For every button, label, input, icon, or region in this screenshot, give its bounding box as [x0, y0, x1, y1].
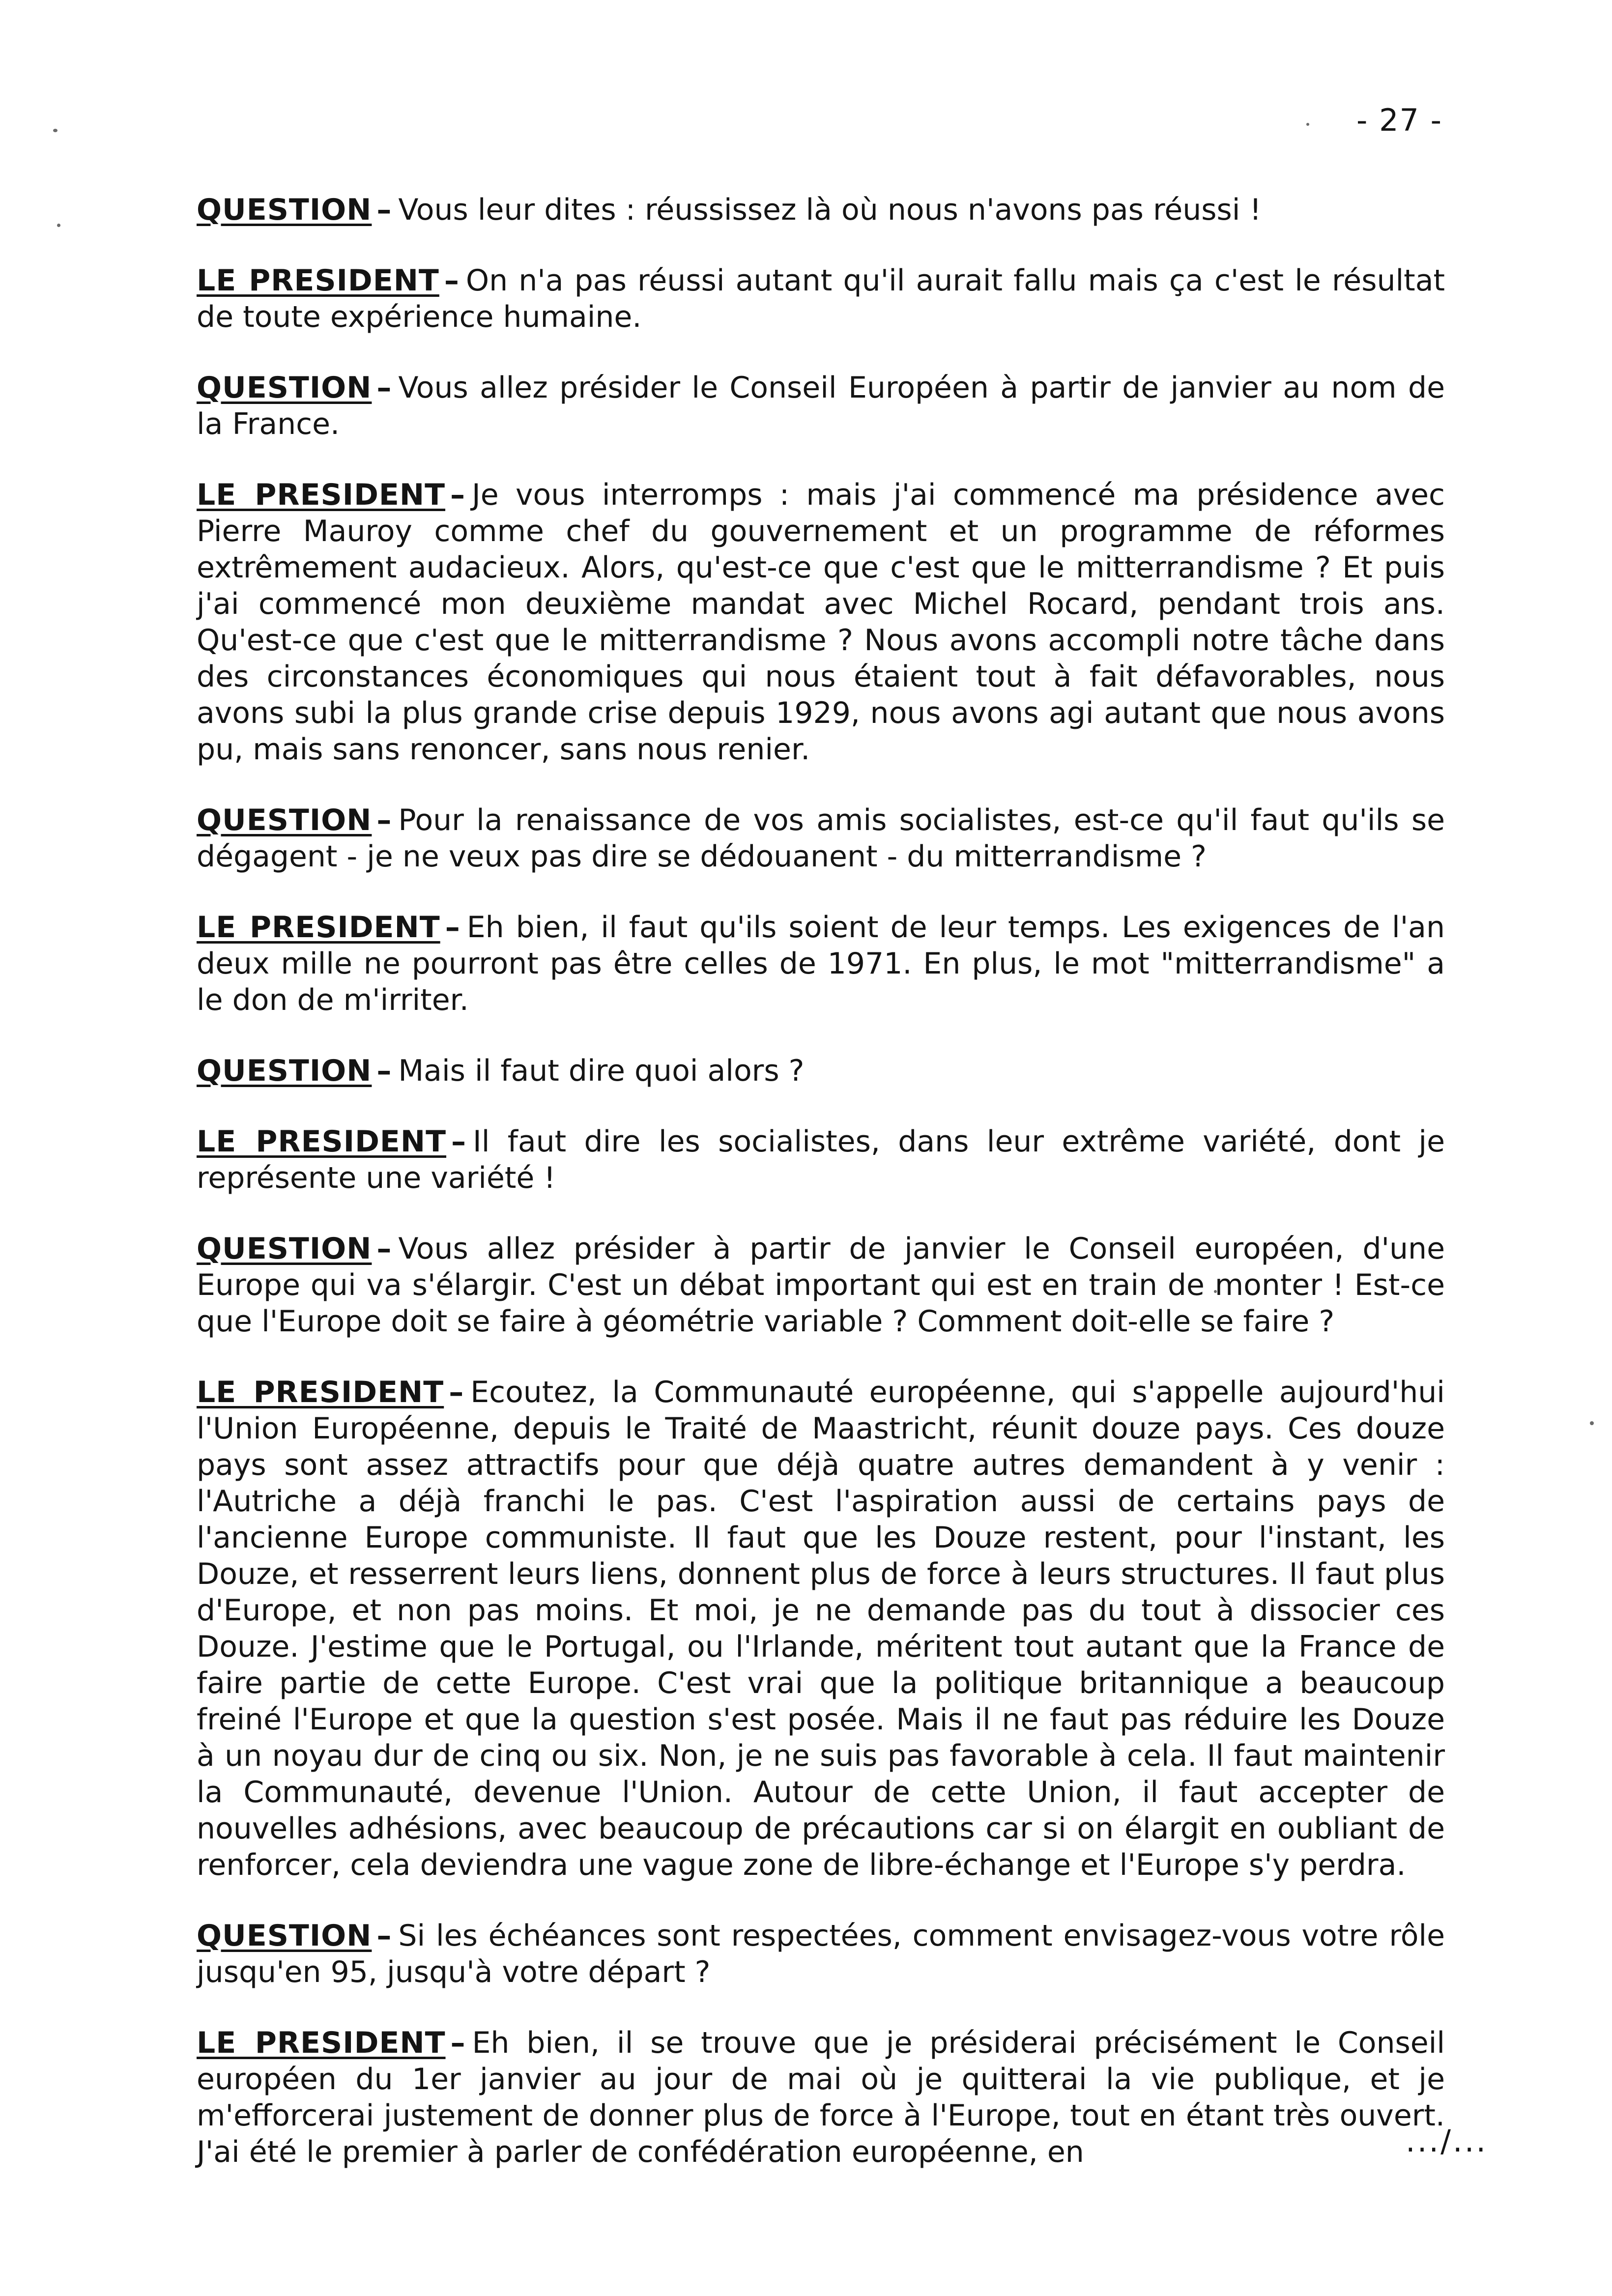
speaker-dash: –	[376, 371, 392, 405]
speaker-dash: –	[450, 2026, 465, 2060]
exchange-text: On n'a pas réussi autant qu'il aurait fallu mais ça c'est le résultat de toute expérience humaine.	[197, 263, 1445, 334]
scan-speck	[53, 129, 58, 132]
speaker-dash: –	[376, 1919, 392, 1953]
exchange-question	[197, 802, 1445, 875]
exchange-question	[197, 370, 1445, 442]
speaker-dash: –	[376, 193, 392, 227]
continuation-marker: .../...	[1406, 2123, 1488, 2159]
exchange-text: Eh bien, il faut qu'ils soient de leur temps. Les exigences de l'an deux mille ne pourront pas être celles de 1971. En plus, le mot "mitterrandisme" a le don de m'irriter.	[197, 910, 1445, 1017]
exchange-text: Il faut dire les socialistes, dans leur extrême variété, dont je représente une variété !	[197, 1124, 1445, 1195]
speaker-label: LE PRESIDENT	[197, 2026, 446, 2060]
exchange-question	[197, 1231, 1445, 1340]
speaker-dash: –	[376, 803, 392, 837]
speaker-label: QUESTION	[197, 803, 372, 837]
exchange-president	[197, 1374, 1445, 1883]
speaker-dash: –	[451, 1124, 466, 1159]
interview-transcript	[197, 192, 1445, 2205]
speaker-dash: –	[450, 478, 465, 512]
exchange-question	[197, 192, 1445, 228]
exchange-president	[197, 909, 1445, 1018]
speaker-label: QUESTION	[197, 1919, 372, 1953]
exchange-text: Mais il faut dire quoi alors ?	[398, 1054, 805, 1088]
exchange-president	[197, 2025, 1445, 2170]
speaker-label: LE PRESIDENT	[197, 1375, 444, 1409]
scan-speck	[1590, 1421, 1594, 1425]
exchange-text: Vous leur dites : réussissez là où nous n'avons pas réussi !	[398, 193, 1262, 227]
speaker-label: QUESTION	[197, 371, 372, 405]
speaker-label: LE PRESIDENT	[197, 478, 446, 512]
speaker-dash: –	[376, 1054, 392, 1088]
speaker-label: QUESTION	[197, 193, 372, 227]
scan-speck	[1306, 123, 1309, 126]
exchange-text: Vous allez présider le Conseil Européen à partir de janvier au nom de la France.	[197, 371, 1445, 441]
exchange-text: Si les échéances sont respectées, comment envisagez-vous votre rôle jusqu'en 95, jusqu'à votre départ ?	[197, 1919, 1445, 1989]
exchange-text: Eh bien, il se trouve que je présiderai précisément le Conseil européen du 1er janvier au jour de mai où je quitterai la vie publique, et je m'efforcerai justement de donner plus de force à l'Europe, tout en étant très ouvert. J'ai été le premier à parler de confédération européenne, en	[197, 2026, 1445, 2169]
exchange-text: Vous allez présider à partir de janvier le Conseil européen, d'une Europe qui va s'élargir. C'est un débat important qui est en train de monter ! Est-ce que l'Europe doit se faire à géométrie variable ? Comment doit-elle se faire ?	[197, 1232, 1445, 1339]
exchange-president	[197, 1123, 1445, 1196]
exchange-text: Ecoutez, la Communauté européenne, qui s'appelle aujourd'hui l'Union Européenne, depuis le Traité de Maastricht, réunit douze pays. Ces douze pays sont assez attractifs pour que déjà quatre autres demandent à y venir : l'Autriche a déjà franchi le pas. C'est l'aspiration aussi de certains pays de l'ancienne Europe communiste. Il faut que les Douze restent, pour l'instant, les Douze, et resserrent leurs liens, donnent plus de force à leurs structures. Il faut plus d'Europe, et non pas moins. Et moi, je ne demande pas du tout à dissocier ces Douze. J'estime que le Portugal, ou l'Irlande, méritent tout autant que la France de faire partie de cette Europe. C'est vrai que la politique britannique a beaucoup freiné l'Europe et que la question s'est posée. Mais il ne faut pas réduire les Douze à un noyau dur de cinq ou six. Non, je ne suis pas favorable à cela. Il faut maintenir la Communauté, devenue l'Union. Autour de cette Union, il faut accepter de nouvelles adhésions, avec beaucoup de précautions car si on élargit en oubliant de renforcer, cela deviendra une vague zone de libre-échange et l'Europe s'y perdra.	[197, 1375, 1445, 1882]
exchange-question	[197, 1918, 1445, 1990]
exchange-text: Je vous interromps : mais j'ai commencé ma présidence avec Pierre Mauroy comme chef du gouvernement et un programme de réformes extrêmement audacieux. Alors, qu'est-ce que c'est que le mitterrandisme ? Et puis j'ai commencé mon deuxième mandat avec Michel Rocard, pendant trois ans. Qu'est-ce que c'est que le mitterrandisme ? Nous avons accompli notre tâche dans des circonstances économiques qui nous étaient tout à fait défavorables, nous avons subi la plus grande crise depuis 1929, nous avons agi autant que nous avons pu, mais sans renoncer, sans nous renier.	[197, 478, 1445, 767]
speaker-label: QUESTION	[197, 1232, 372, 1266]
speaker-dash: –	[445, 910, 460, 945]
speaker-label: LE PRESIDENT	[197, 910, 440, 945]
exchange-question	[197, 1053, 1445, 1089]
speaker-dash: –	[376, 1232, 392, 1266]
speaker-dash: –	[449, 1375, 464, 1409]
exchange-text: Pour la renaissance de vos amis socialistes, est-ce qu'il faut qu'ils se dégagent - je ne veux pas dire se dédouanent - du mitterrandisme ?	[197, 803, 1445, 874]
speaker-label: LE PRESIDENT	[197, 1124, 447, 1159]
speaker-dash: –	[444, 263, 459, 298]
scan-speck	[57, 224, 60, 227]
page-number: - 27 -	[1356, 102, 1443, 138]
speaker-label: QUESTION	[197, 1054, 372, 1088]
exchange-president	[197, 262, 1445, 335]
exchange-president	[197, 477, 1445, 768]
speaker-label: LE PRESIDENT	[197, 263, 439, 298]
